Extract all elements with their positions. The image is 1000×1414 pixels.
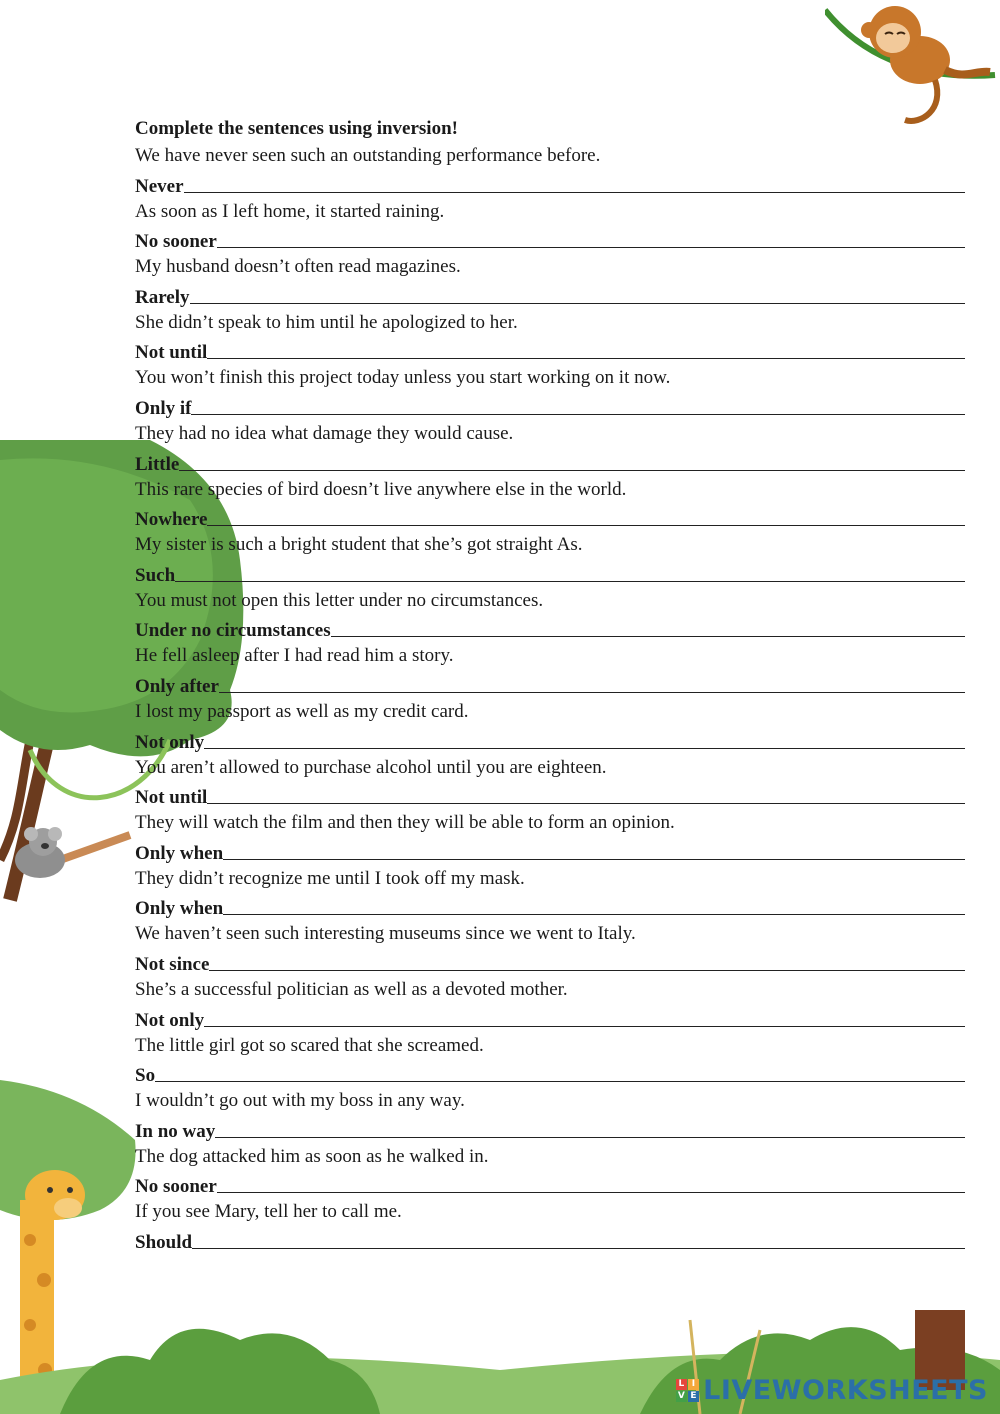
answer-input-line[interactable]	[209, 950, 965, 971]
sentence-starter: Only if	[135, 397, 192, 419]
original-sentence: She’s a successful politician as well as a devoted mother.	[135, 978, 568, 1000]
exercise-item	[135, 253, 965, 309]
original-sentence: You won’t finish this project today unless you start working on it now.	[135, 367, 671, 389]
original-sentence: My sister is such a bright student that she’s got straight As.	[135, 534, 583, 556]
exercise-item	[135, 1032, 965, 1088]
exercise-item	[135, 1143, 965, 1199]
answer-input-line[interactable]	[207, 505, 965, 526]
answer-input-line[interactable]	[204, 728, 965, 749]
sentence-starter: Only after	[135, 675, 219, 697]
answer-row	[135, 281, 965, 309]
sentence-starter: Never	[135, 175, 184, 197]
answer-row	[135, 726, 965, 754]
answer-input-line[interactable]	[331, 616, 965, 637]
answer-input-line[interactable]	[204, 1006, 965, 1027]
original-sentence: My husband doesn’t often read magazines.	[135, 256, 461, 278]
sentence-starter: Should	[135, 1231, 193, 1253]
answer-row	[135, 1115, 965, 1143]
sentence-starter: Little	[135, 453, 180, 475]
exercise-item	[135, 642, 965, 698]
sentence-starter: In no way	[135, 1120, 216, 1142]
answer-row	[135, 837, 965, 865]
sentence-starter: Rarely	[135, 286, 190, 308]
answer-row	[135, 559, 965, 587]
exercise-item	[135, 198, 965, 254]
sentence-starter: No sooner	[135, 231, 217, 253]
answer-input-line[interactable]	[215, 1117, 965, 1138]
original-sentence: This rare species of bird doesn’t live anywhere else in the world.	[135, 478, 627, 500]
original-sentence: If you see Mary, tell her to call me.	[135, 1201, 402, 1223]
original-sentence: I lost my passport as well as my credit card.	[135, 700, 469, 722]
answer-input-line[interactable]	[217, 227, 965, 248]
answer-row	[135, 781, 965, 809]
monkey-illustration	[825, 0, 1000, 130]
original-sentence: As soon as I left home, it started raining.	[135, 200, 445, 222]
liveworksheets-mark-icon: L I V E	[676, 1379, 699, 1402]
answer-input-line[interactable]	[155, 1061, 965, 1082]
sentence-starter: Not only	[135, 731, 205, 753]
answer-input-line[interactable]	[223, 839, 965, 860]
sentence-starter: Only when	[135, 842, 224, 864]
answer-row	[135, 1170, 965, 1198]
original-sentence: The dog attacked him as soon as he walked in.	[135, 1145, 489, 1167]
answer-input-line[interactable]	[184, 172, 965, 193]
exercise-item	[135, 476, 965, 532]
original-sentence: I wouldn’t go out with my boss in any way.	[135, 1090, 465, 1112]
exercise-item	[135, 809, 965, 865]
exercise-item	[135, 754, 965, 810]
sentence-starter: Not until	[135, 342, 208, 364]
exercise-item	[135, 698, 965, 754]
sentence-starter: Such	[135, 564, 176, 586]
worksheet-title: Complete the sentences using inversion!	[135, 118, 458, 139]
answer-row	[135, 392, 965, 420]
original-sentence: They will watch the film and then they will be able to form an opinion.	[135, 812, 675, 834]
original-sentence: We haven’t seen such interesting museums since we went to Italy.	[135, 923, 636, 945]
sentence-starter: Under no circumstances	[135, 620, 331, 642]
answer-row	[135, 503, 965, 531]
exercise-item	[135, 587, 965, 643]
answer-row	[135, 893, 965, 921]
original-sentence: He fell asleep after I had read him a story.	[135, 645, 454, 667]
answer-row	[135, 1226, 965, 1254]
sentence-starter: Only when	[135, 898, 224, 920]
answer-input-line[interactable]	[192, 1228, 965, 1249]
original-sentence: We have never seen such an outstanding performance before.	[135, 145, 601, 166]
answer-input-line[interactable]	[191, 394, 965, 415]
exercise-item	[135, 1087, 965, 1143]
sentence-starter: Not until	[135, 787, 208, 809]
answer-input-line[interactable]	[179, 450, 965, 471]
original-sentence: She didn’t speak to him until he apologized to her.	[135, 311, 518, 333]
answer-input-line[interactable]	[223, 894, 965, 915]
original-sentence: You must not open this letter under no circumstances.	[135, 589, 544, 611]
original-sentence: They had no idea what damage they would cause.	[135, 422, 514, 444]
liveworksheets-logo	[676, 1375, 988, 1406]
answer-input-line[interactable]	[207, 783, 965, 804]
answer-input-line[interactable]	[219, 672, 965, 693]
sentence-starter: Nowhere	[135, 509, 208, 531]
answer-row	[135, 670, 965, 698]
liveworksheets-logo-text: LIVEWORKSHEETS	[703, 1375, 988, 1406]
answer-input-line[interactable]	[207, 338, 965, 359]
exercise-item	[135, 420, 965, 476]
sentence-starter: Not since	[135, 953, 210, 975]
koala-illustration	[5, 820, 85, 890]
original-sentence: The little girl got so scared that she screamed.	[135, 1034, 484, 1056]
sentence-starter: No sooner	[135, 1176, 217, 1198]
answer-input-line[interactable]	[217, 1172, 965, 1193]
answer-row	[135, 448, 965, 476]
exercise-item	[135, 1198, 965, 1254]
sentence-starter: Not only	[135, 1009, 205, 1031]
answer-row	[135, 948, 965, 976]
exercise-item	[135, 920, 965, 976]
exercise-item	[135, 309, 965, 365]
exercise-item	[135, 865, 965, 921]
answer-row	[135, 1004, 965, 1032]
answer-row	[135, 170, 965, 198]
answer-row	[135, 337, 965, 365]
original-sentence: They didn’t recognize me until I took off my mask.	[135, 867, 525, 889]
answer-input-line[interactable]	[175, 561, 965, 582]
original-sentence: You aren’t allowed to purchase alcohol until you are eighteen.	[135, 756, 607, 778]
answer-row	[135, 225, 965, 253]
sentence-starter: So	[135, 1065, 156, 1087]
answer-row	[135, 1059, 965, 1087]
exercise-item	[135, 364, 965, 420]
answer-row	[135, 615, 965, 643]
exercise-list	[135, 142, 965, 1254]
answer-input-line[interactable]	[190, 283, 965, 304]
exercise-item	[135, 531, 965, 587]
exercise-item	[135, 142, 965, 198]
worksheet	[135, 115, 965, 1254]
exercise-item	[135, 976, 965, 1032]
